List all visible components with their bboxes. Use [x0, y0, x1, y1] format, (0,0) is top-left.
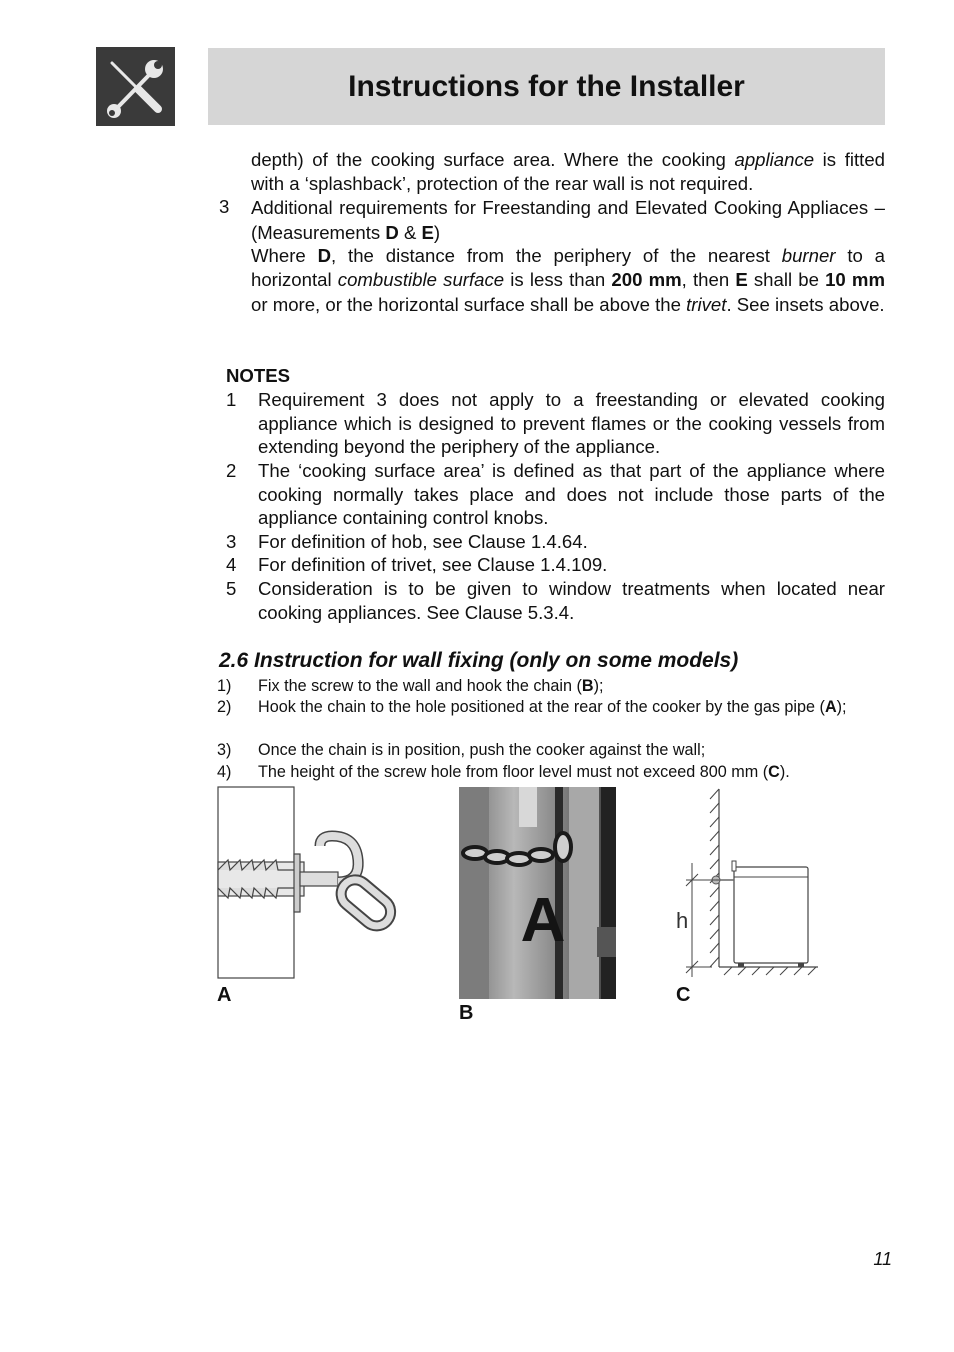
- step-ref: C: [768, 763, 780, 781]
- note-number: 2: [226, 460, 237, 481]
- req-p2: to a horizontal: [251, 245, 885, 291]
- requirement-3-body: [251, 244, 885, 317]
- req-p4: , then: [681, 269, 736, 291]
- step-text-end: );: [593, 677, 604, 695]
- figure-label-c: C: [676, 984, 691, 1006]
- notes-title: NOTES: [226, 365, 291, 386]
- step-item: [258, 676, 878, 698]
- figure-a-screw-diagram: [216, 786, 398, 982]
- step-ref: B: [581, 677, 594, 695]
- req-200mm: 200 mm: [611, 269, 682, 291]
- note-number: 1: [226, 389, 237, 410]
- req-title-e: E: [421, 222, 434, 243]
- req-e: E: [735, 269, 748, 291]
- figure-label-a: A: [217, 984, 232, 1006]
- note-number: 3: [226, 531, 237, 552]
- figure-c-height-diagram: [672, 787, 822, 982]
- note-item: Requirement 3 does not apply to a freestanding or elevated cooking appliance which is designed to prevent flames or the cooking vessels from extending beyond the periphery of the appliance.: [258, 389, 885, 458]
- page-title: Instructions for the Installer: [348, 69, 745, 103]
- req-title-close: ): [433, 222, 441, 243]
- req-where: Where: [251, 245, 318, 266]
- req-title-d: D: [385, 222, 399, 243]
- req-p6: or more, or the horizontal surface shall be above the: [251, 293, 687, 315]
- figure-b-chain-photo: [459, 787, 616, 999]
- section-title: 2.6 Instruction for wall fixing (only on some models): [219, 649, 739, 672]
- header-bar: [208, 48, 885, 125]
- continuation-italic: appliance: [734, 149, 815, 170]
- step-item: [258, 740, 878, 762]
- step-number: 4): [217, 763, 232, 781]
- req-title-text: Additional requirements for Freestanding and Elevated Cooking Appliaces – (Measurements: [251, 197, 885, 243]
- req-p5: shall be: [747, 269, 826, 291]
- step-text-end: );: [836, 698, 847, 716]
- req-10mm: 10 mm: [825, 269, 885, 291]
- req-burner: burner: [781, 245, 836, 266]
- step-item: [258, 697, 878, 719]
- step-ref: A: [824, 698, 837, 716]
- step-text: The height of the screw hole from floor level must not exceed 800 mm (: [258, 763, 769, 781]
- req-p7: . See insets above.: [726, 293, 885, 315]
- note-number: 4: [226, 554, 237, 575]
- req-combustible: combustible surface: [337, 269, 505, 291]
- photo-letter: A: [520, 886, 566, 955]
- continuation-paragraph: [251, 148, 885, 195]
- continuation-text-end: is fitted with a ‘splashback’, protection of the rear wall is not required.: [251, 149, 885, 194]
- step-text: Fix the screw to the wall and hook the chain (: [258, 677, 582, 695]
- height-label: h: [676, 908, 689, 933]
- req-trivet: trivet: [686, 293, 727, 315]
- req-d: D: [317, 245, 332, 266]
- step-text: Once the chain is in position, push the cooker against the wall;: [258, 741, 706, 759]
- figure-label-b: B: [459, 1002, 474, 1024]
- req-p3: is less than: [504, 269, 612, 291]
- page-number: 11: [873, 1249, 892, 1269]
- note-number: 5: [226, 578, 237, 599]
- note-item: Consideration is to be given to window treatments when located near cooking appliances. See Clause 5.3.4.: [258, 578, 885, 623]
- req-title-amp: &: [398, 222, 422, 243]
- step-item: [258, 762, 878, 784]
- note-item: The ‘cooking surface area’ is defined as that part of the appliance where cooking normally takes place and does not include those parts of the appliance containing control knobs.: [258, 460, 885, 529]
- step-text: Hook the chain to the hole positioned at the rear of the cooker by the gas pipe (: [258, 698, 825, 716]
- step-text-end: ).: [779, 763, 790, 781]
- requirement-number: 3: [219, 196, 230, 217]
- step-number: 2): [217, 698, 232, 716]
- requirement-3-title: [251, 195, 885, 245]
- continuation-text: depth) of the cooking surface area. Where the cooking: [251, 149, 735, 170]
- step-number: 3): [217, 741, 232, 759]
- req-p1: , the distance from the periphery of the nearest: [331, 245, 782, 266]
- note-item: For definition of trivet, see Clause 1.4.109.: [258, 554, 608, 575]
- step-number: 1): [217, 677, 232, 695]
- tools-icon: [96, 47, 175, 126]
- note-item: For definition of hob, see Clause 1.4.64.: [258, 531, 588, 552]
